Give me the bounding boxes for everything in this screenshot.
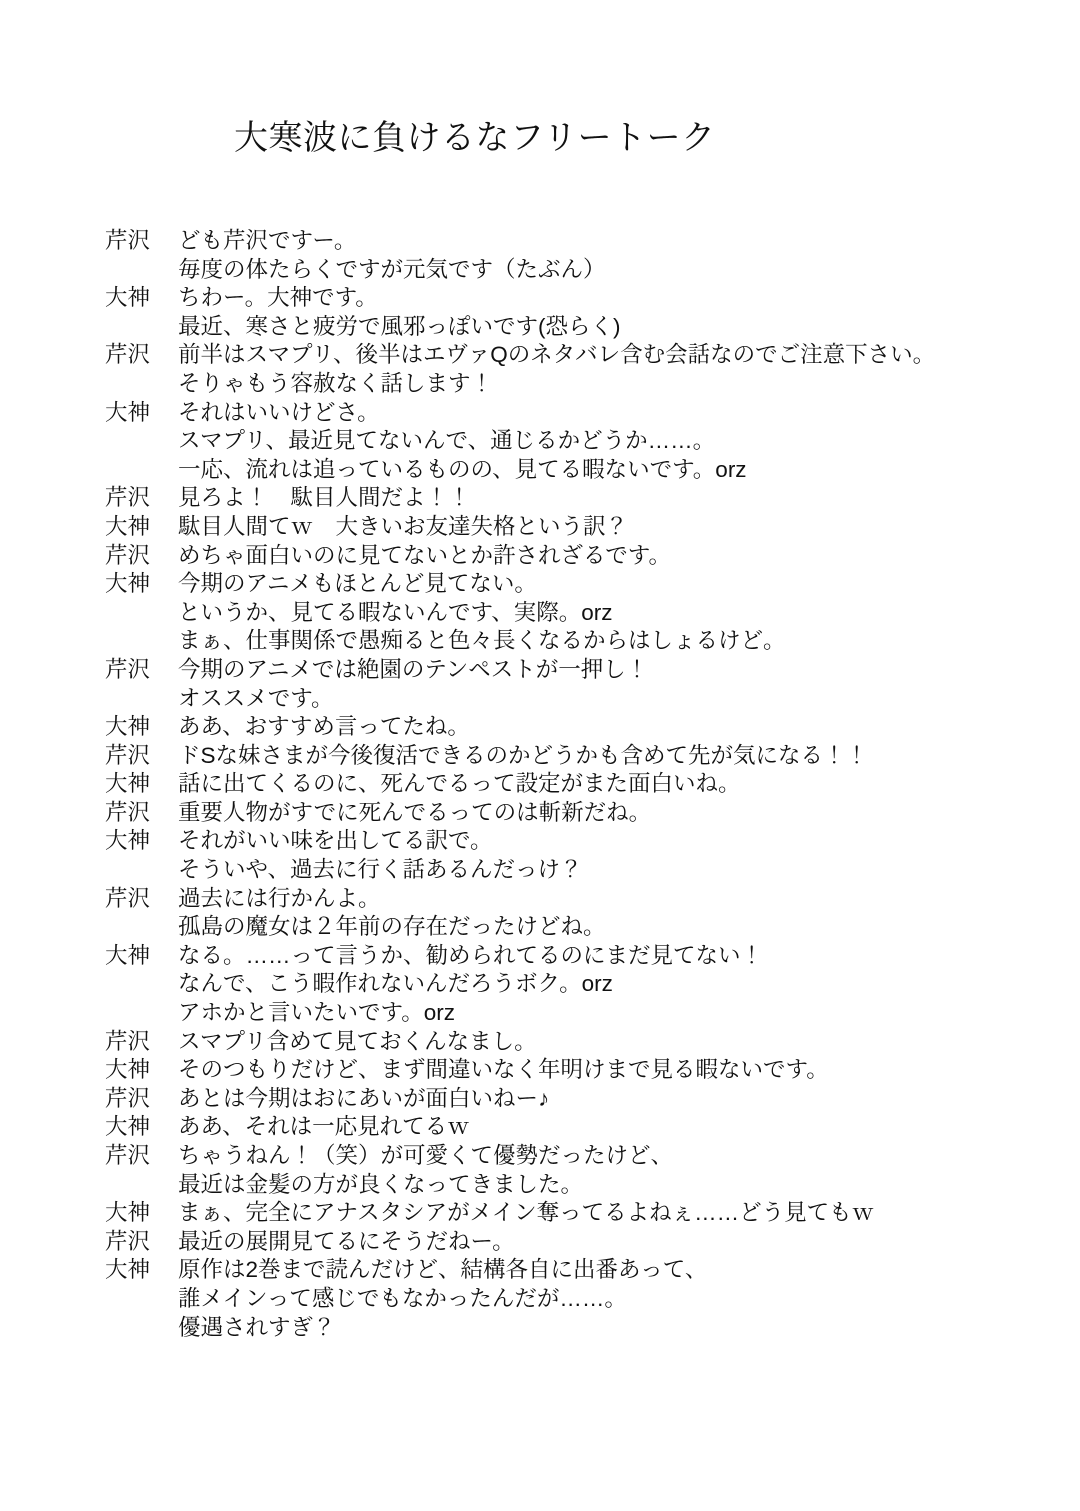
speaker-label: 大神 <box>105 513 151 539</box>
dialogue-row <box>105 856 1025 885</box>
dialogue-line: ちゃうねん！（笑）が可愛くて優勢だったけど、 <box>178 1143 674 1168</box>
dialogue-line: ども芹沢ですー。 <box>178 228 357 253</box>
speaker-label: 大神 <box>105 714 151 740</box>
dialogue-row <box>105 370 1025 399</box>
dialogue-line: 優遇されすぎ？ <box>178 1314 336 1340</box>
dialogue-row <box>105 713 1025 742</box>
dialogue-line: 過去には行かんよ。 <box>178 885 381 911</box>
dialogue-row <box>105 742 1025 771</box>
dialogue-row <box>105 913 1025 942</box>
dialogue-row <box>105 513 1025 542</box>
dialogue-row <box>105 1314 1025 1343</box>
speaker-label: 芹沢 <box>105 742 151 768</box>
dialogue-line: そういや、過去に行く話あるんだっけ？ <box>178 857 583 883</box>
dialogue-row <box>105 399 1025 428</box>
dialogue-line: 話に出てくるのに、死んでるって設定がまた面白いね。 <box>178 771 741 797</box>
dialogue-line: それがいい味を出してる訳で。 <box>178 828 493 854</box>
dialogue-line: なんで、こう暇作れないんだろうボク。orz <box>178 971 613 997</box>
dialogue-row <box>105 227 1025 256</box>
dialogue-row <box>105 1285 1025 1314</box>
dialogue-row <box>105 256 1025 285</box>
dialogue-line: 駄目人間てｗ 大きいお友達失格という訳？ <box>178 513 629 539</box>
dialogue-line: それはいいけどさ。 <box>178 399 380 425</box>
dialogue-row <box>105 284 1025 313</box>
dialogue-row <box>105 970 1025 999</box>
speaker-label: 芹沢 <box>105 1085 151 1111</box>
dialogue-line: 誰メインって感じでもなかったんだが……。 <box>178 1285 627 1311</box>
dialogue-row <box>105 770 1025 799</box>
dialogue-line: オススメです。 <box>178 685 334 711</box>
dialogue-row <box>105 1028 1025 1057</box>
speaker-label: 大神 <box>105 399 151 425</box>
dialogue-line: 孤島の魔女は２年前の存在だったけどね。 <box>178 914 606 940</box>
dialogue-line: 重要人物がすでに死んでるってのは斬新だね。 <box>178 799 652 825</box>
dialogue-row <box>105 1228 1025 1257</box>
dialogue-line: ちわー。大神です。 <box>178 285 378 311</box>
dialogue-line: なる。……って言うか、勧められてるのにまだ見てない！ <box>178 942 764 968</box>
dialogue-row <box>105 627 1025 656</box>
dialogue-row <box>105 1085 1025 1114</box>
speaker-label: 大神 <box>105 571 151 597</box>
speaker-label: 大神 <box>105 1057 151 1083</box>
dialogue-line: あとは今期はおにあいが面白いねー♪ <box>178 1085 550 1111</box>
dialogue-line: スマプリ、最近見てないんで、通じるかどうか……。 <box>178 428 716 454</box>
dialogue-row <box>105 341 1025 370</box>
dialogue-transcript <box>105 227 1025 1342</box>
dialogue-line: 前半はスマプリ、後半はエヴァQのネタバレ含む会話なのでご注意下さい。 <box>178 342 936 368</box>
dialogue-row <box>105 1199 1025 1228</box>
speaker-label: 大神 <box>105 1114 151 1140</box>
dialogue-row <box>105 656 1025 685</box>
speaker-label: 芹沢 <box>105 228 151 253</box>
dialogue-line: ドSな妹さまが今後復活できるのかどうかも含めて先が気になる！！ <box>178 742 869 768</box>
speaker-label: 芹沢 <box>105 342 151 368</box>
speaker-label: 芹沢 <box>105 485 151 511</box>
speaker-label: 芹沢 <box>105 1028 151 1054</box>
dialogue-line: 今期のアニメでは絶園のテンペストが一押し！ <box>178 656 649 682</box>
dialogue-line: 原作は2巻まで読んだけど、結構各自に出番あって、 <box>178 1257 708 1283</box>
dialogue-row <box>105 1056 1025 1085</box>
dialogue-row <box>105 885 1025 914</box>
dialogue-line: スマプリ含めて見ておくんなまし。 <box>178 1028 537 1054</box>
dialogue-row <box>105 484 1025 513</box>
speaker-label: 芹沢 <box>105 542 151 568</box>
dialogue-line: 毎度の体たらくですが元気です（たぶん） <box>178 256 606 282</box>
dialogue-line: 最近、寒さと疲労で風邪っぽいです(恐らく) <box>178 313 621 339</box>
dialogue-line: アホかと言いたいです。orz <box>178 1000 455 1026</box>
dialogue-row <box>105 456 1025 485</box>
dialogue-line: ああ、おすすめ言ってたね。 <box>178 714 470 740</box>
dialogue-row <box>105 1113 1025 1142</box>
speaker-label: 芹沢 <box>105 885 151 911</box>
dialogue-line: ああ、それは一応見れてるｗ <box>178 1114 470 1140</box>
dialogue-row <box>105 999 1025 1028</box>
dialogue-row <box>105 570 1025 599</box>
dialogue-line: まぁ、仕事関係で愚痴ると色々長くなるからはしょるけど。 <box>178 628 786 654</box>
dialogue-line: そりゃもう容赦なく話します！ <box>178 370 494 396</box>
speaker-label: 大神 <box>105 1200 151 1226</box>
dialogue-row <box>105 313 1025 342</box>
dialogue-line: めちゃ面白いのに見てないとか許されざるです。 <box>178 542 671 568</box>
dialogue-line: 今期のアニメもほとんど見てない。 <box>178 571 537 597</box>
dialogue-line: そのつもりだけど、まず間違いなく年明けまで見る暇ないです。 <box>178 1057 829 1083</box>
dialogue-line: 最近は金髪の方が良くなってきました。 <box>178 1171 584 1197</box>
dialogue-row <box>105 599 1025 628</box>
speaker-label: 大神 <box>105 942 151 968</box>
dialogue-line: 一応、流れは追っているものの、見てる暇ないです。orz <box>178 456 747 482</box>
dialogue-row <box>105 1171 1025 1200</box>
speaker-label: 大神 <box>105 1257 151 1283</box>
dialogue-row <box>105 542 1025 571</box>
speaker-label: 大神 <box>105 771 151 797</box>
dialogue-line: 見ろよ！ 駄目人間だよ！！ <box>178 485 471 511</box>
page-title: 大寒波に負けるなフリートーク <box>234 119 716 157</box>
speaker-label: 大神 <box>105 828 151 854</box>
speaker-label: 芹沢 <box>105 799 151 825</box>
speaker-label: 芹沢 <box>105 656 151 682</box>
dialogue-row <box>105 799 1025 828</box>
speaker-label: 大神 <box>105 285 151 311</box>
dialogue-row <box>105 1142 1025 1171</box>
dialogue-row <box>105 827 1025 856</box>
speaker-label: 芹沢 <box>105 1228 151 1254</box>
dialogue-row <box>105 685 1025 714</box>
dialogue-line: 最近の展開見てるにそうだねー。 <box>178 1228 515 1254</box>
speaker-label: 芹沢 <box>105 1143 151 1168</box>
dialogue-row <box>105 427 1025 456</box>
dialogue-row <box>105 1256 1025 1285</box>
dialogue-line: というか、見てる暇ないんです、実際。orz <box>178 599 613 625</box>
dialogue-row <box>105 942 1025 971</box>
dialogue-line: まぁ、完全にアナスタシアがメイン奪ってるよねぇ……どう見てもｗ <box>178 1200 875 1226</box>
